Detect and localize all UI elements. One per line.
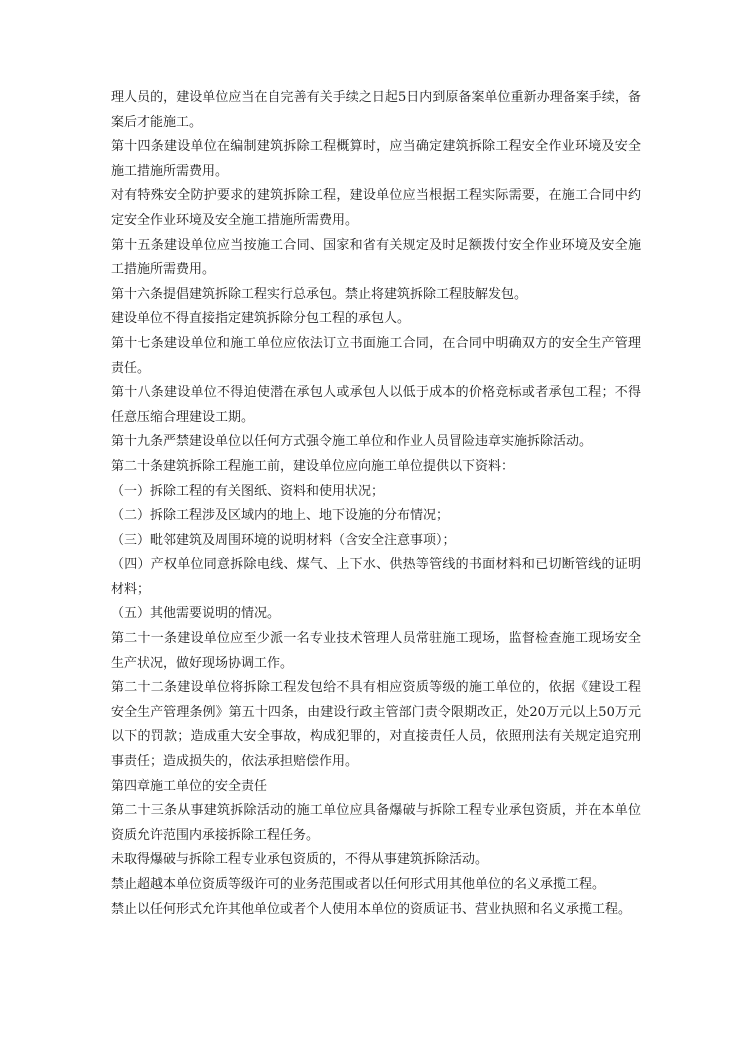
paragraph: 第二十条建筑拆除工程施工前，建设单位应向施工单位提供以下资料：	[111, 458, 515, 474]
paragraph: 建设单位不得直接指定建筑拆除分包工程的承包人。	[111, 311, 411, 327]
list-item: （二）拆除工程涉及区域内的地上、地下设施的分布情况；	[111, 508, 450, 524]
paragraph: 理人员的，建设单位应当在自完善有关手续之日起5日内到原备案单位重新办理备案手续，备案后才能施工。	[111, 90, 641, 130]
chapter-heading: 第四章施工单位的安全责任	[111, 778, 268, 794]
list-item: （四）产权单位同意拆除电线、煤气、上下水、供热等管线的书面材料和已切断管线的证明材料；	[111, 557, 641, 597]
list-item: （三）毗邻建筑及周围环境的说明材料（含安全注意事项）；	[111, 532, 456, 548]
paragraph: 禁止以任何形式允许其他单位或者个人使用本单位的资质证书、营业执照和名义承揽工程。	[111, 901, 632, 917]
list-item: （一）拆除工程的有关图纸、资料和使用状况；	[111, 483, 385, 499]
paragraph: 禁止超越本单位资质等级许可的业务范围或者以任何形式用其他单位的名义承揽工程。	[111, 877, 606, 892]
paragraph: 第十四条建设单位在编制建筑拆除工程概算时，应当确定建筑拆除工程安全作业环境及安全施工措施所需费用。	[111, 139, 641, 179]
paragraph: 第二十二条建设单位将拆除工程发包给不具有相应资质等级的施工单位的，依据《建设工程安全生产管理条例》第五十四条，由建设行政主管部门责令限期改正，处20万元以上50万元以下的罚款；造成重大安全事故，构成犯罪的，对直接责任人员，依照刑法有关规定追究刑事责任；造成损失的，依法承担赔偿作用。	[111, 680, 641, 770]
paragraph: 第十九条严禁建设单位以任何方式强令施工单位和作业人员冒险违章实施拆除活动。	[111, 434, 593, 450]
paragraph: 对有特殊安全防护要求的建筑拆除工程，建设单位应当根据工程实际需要，在施工合同中约定安全作业环境及安全施工措施所需费用。	[111, 188, 641, 228]
paragraph: 第十五条建设单位应当按施工合同、国家和省有关规定及时足额拨付安全作业环境及安全施工措施所需费用。	[111, 237, 641, 278]
paragraph: 未取得爆破与拆除工程专业承包资质的，不得从事建筑拆除活动。	[111, 852, 489, 868]
paragraph: 第十六条提倡建筑拆除工程实行总承包。禁止将建筑拆除工程肢解发包。	[111, 286, 528, 302]
paragraph: 第十七条建设单位和施工单位应依法订立书面施工合同，在合同中明确双方的安全生产管理责任。	[111, 335, 641, 376]
paragraph: 第二十一条建设单位应至少派一名专业技术管理人员常驻施工现场，监督检查施工现场安全生产状况，做好现场协调工作。	[111, 631, 641, 671]
list-item: （五）其他需要说明的情况。	[111, 606, 281, 622]
document-body	[111, 86, 641, 922]
paragraph: 第二十三条从事建筑拆除活动的施工单位应具备爆破与拆除工程专业承包资质，并在本单位资质允许范围内承接拆除工程任务。	[111, 803, 641, 843]
paragraph: 第十八条建设单位不得迫使潜在承包人或承包人以低于成本的价格竞标或者承包工程；不得任意压缩合理建设工期。	[111, 385, 641, 425]
